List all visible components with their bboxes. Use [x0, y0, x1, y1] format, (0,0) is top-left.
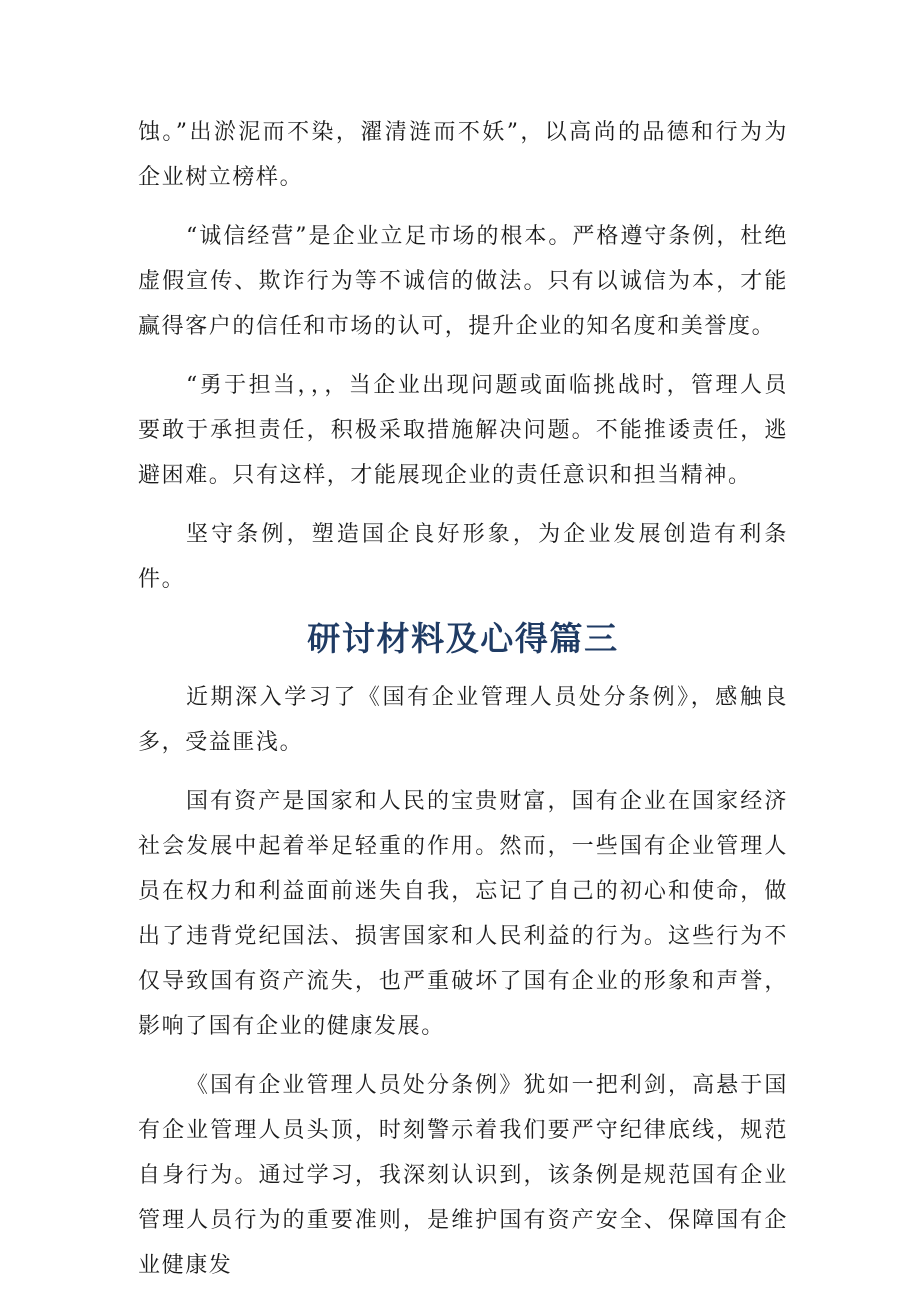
paragraph-responsibility: “勇于担当，，，当企业出现问题或面临挑战时，管理人员要敢于承担责任，积极采取措施解决问题。不能推诿责任，逃避困难。只有这样，才能展现企业的责任意识和担当精神。 — [138, 373, 788, 488]
section-title: 研讨材料及心得篇三 — [307, 619, 619, 658]
paragraph-state-assets: 国有资产是国家和人民的宝贵财富，国有企业在国家经济社会发展中起着举足轻重的作用。然而，一些国有企业管理人员在权力和利益面前迷失自我，忘记了自己的初心和使命，做出了违背党纪国法、损害国家和人民利益的行为。这些行为不仅导致国有资产流失，也严重破坏了国有企业的形象和声誉，影响了国有企业的健康发展。 — [138, 789, 788, 1039]
paragraph-summary: 坚守条例，塑造国企良好形象，为企业发展创造有利条件。 — [138, 522, 788, 592]
paragraph-regulation: 《国有企业管理人员处分条例》犹如一把利剑，高悬于国有企业管理人员头顶，时刻警示着我们要严守纪律底线，规范自身行为。通过学习，我深刻认识到，该条例是规范国有企业管理人员行为的重要准则，是维护国有资产安全、保障国有企业健康发 — [138, 1073, 788, 1278]
document-body — [138, 110, 788, 1302]
paragraph-integrity: “诚信经营”是企业立足市场的根本。严格遵守条例，杜绝虚假宣传、欺诈行为等不诚信的做法。只有以诚信为本，才能赢得客户的信任和市场的认可，提升企业的知名度和美誉度。 — [138, 224, 788, 339]
paragraph-continuation: 蚀。”出淤泥而不染，濯清涟而不妖”，以高尚的品德和行为为企业树立榜样。 — [138, 120, 788, 190]
paragraph-intro: 近期深入学习了《国有企业管理人员处分条例》，感触良多，受益匪浅。 — [138, 685, 788, 755]
